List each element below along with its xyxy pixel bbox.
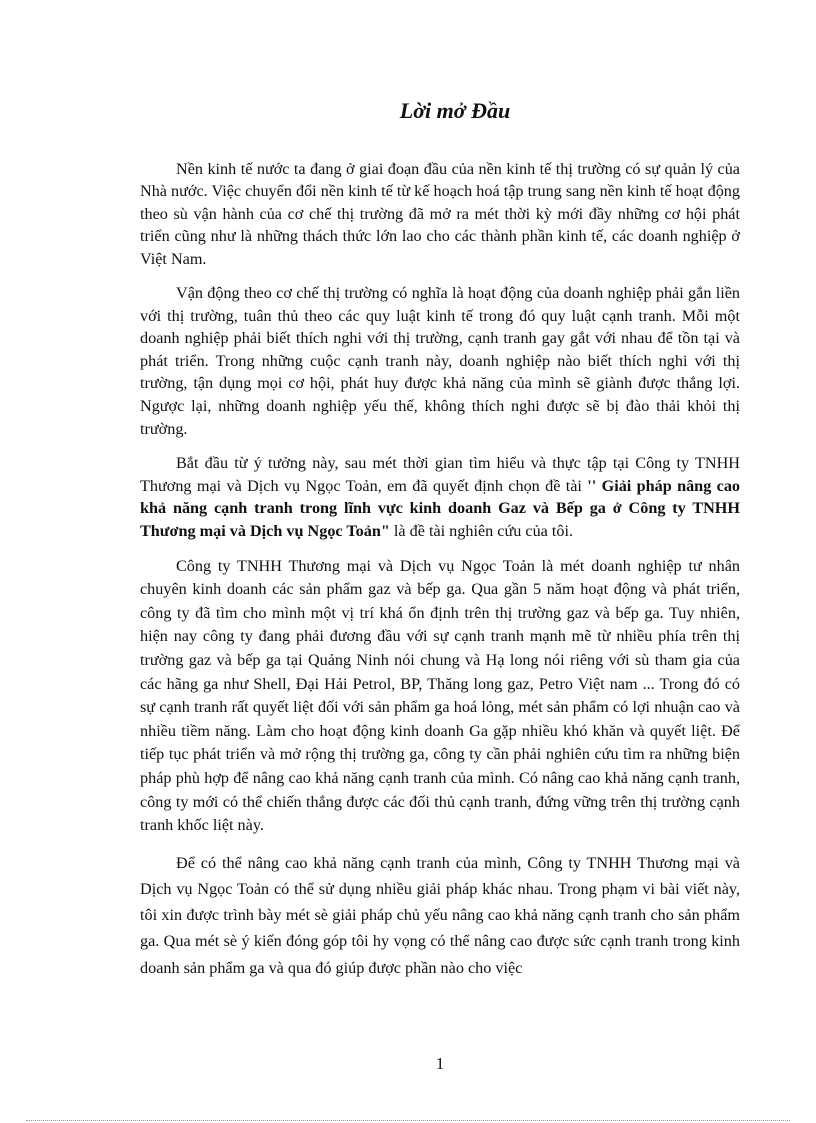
page-title: Lời mở Đầu: [399, 98, 511, 123]
paragraph-5: Để có thể nâng cao khả năng cạnh tranh của mình, Công ty TNHH Thương mại và Dịch vụ Ngọc Toản có thể sử dụng nhiều giải pháp khác nhau. Trong phạm vi bài viết này, tôi xin được trình bày mét sè giải pháp chủ yếu nâng cao khả năng cạnh tranh cho sản phẩm ga. Qua mét sè ý kiến đóng góp tôi hy vọng có thể nâng cao được sức cạnh tranh trong kinh doanh sản phẩm ga và qua đó giúp được phần nào cho việc: [140, 853, 740, 977]
paragraph-3-ending: là đề tài nghiên cứu của tôi.: [389, 521, 574, 540]
page-bottom-divider: [26, 1120, 790, 1121]
paragraph-2: Vận động theo cơ chế thị trường có nghĩa là hoạt động của doanh nghiệp phải gắn liền với thị trường, tuân thủ theo các quy luật kinh tế trong đó quy luật cạnh tranh. Mỗi một doanh nghiệp phải biết thích nghi với thị trường, cạnh tranh gay gắt với nhau để tồn tại và phát triển. Trong những cuộc cạnh tranh này, doanh nghiệp nào biết thích nghi với thị trường, tận dụng mọi cơ hội, phát huy được khả năng của mình sẽ giành được thắng lợi. Ngược lại, những doanh nghiệp yếu thế, không thích nghi được sẽ bị đào thải khỏi thị trường.: [140, 284, 740, 438]
page-number: 1: [435, 1054, 445, 1073]
paragraph-1: Nền kinh tế nước ta đang ở giai đoạn đầu của nền kinh tế thị trường có sự quản lý của Nhà nước. Việc chuyển đổi nền kinh tế từ kế hoạch hoá tập trung sang nền kinh tế hoạt động theo sù vận hành của cơ chế thị trường đã mở ra mét thời kỳ mới đầy những cơ hội phát triển cũng như là những thách thức lớn lao cho các thành phần kinh tế, các doanh nghiệp ở Việt Nam.: [140, 160, 740, 268]
paragraph-3: [140, 452, 740, 542]
thesis-topic: '' Giải pháp nâng cao khả năng cạnh tranh trong lĩnh vực kinh doanh Gaz và Bếp ga ở Công ty TNHH Thương mại và Dịch vụ Ngọc Toản": [140, 476, 741, 540]
paragraph-3-intro: Bắt đầu từ ý tưởng này, sau mét thời gian tìm hiểu và thực tập tại Công ty TNHH Thương mại và Dịch vụ Ngọc Toản, em đã quyết định chọn đề tài: [140, 454, 740, 495]
document-body: [140, 158, 740, 981]
paragraph-4: Công ty TNHH Thương mại và Dịch vụ Ngọc Toản là mét doanh nghiệp tư nhân chuyên kinh doanh các sản phẩm gaz và bếp ga. Qua gần 5 năm hoạt động và phát triển, công ty đã tìm cho mình một vị trí khá ổn định trên thị trường gaz và bếp ga. Tuy nhiên, hiện nay công ty đang phải đương đầu với sự cạnh tranh mạnh mẽ từ nhiều phía trên thị trường gaz và bếp ga tại Quảng Ninh nói chung và Hạ long nói riêng với sù tham gia của các hãng ga như Shell, Đại Hải Petrol, BP, Thăng long gaz, Petro Việt nam ... Trong đó có sự cạnh tranh rất quyết liệt đối với sản phẩm ga hoá lỏng, mét sản phẩm có lợi nhuận cao và nhiều tiềm năng. Làm cho hoạt động kinh doanh Ga gặp nhiều khó khăn và quyết liệt. Để tiếp tục phát triển và mở rộng thị trường ga, công ty cần phải nghiên cứu tìm ra những biện pháp phù hợp để nâng cao khả năng cạnh tranh của mình. Có nâng cao khả năng cạnh tranh, công ty mới có thể chiến thắng được các đối thủ cạnh tranh, đứng vững trên thị trường cạnh tranh khốc liệt này.: [140, 556, 740, 835]
